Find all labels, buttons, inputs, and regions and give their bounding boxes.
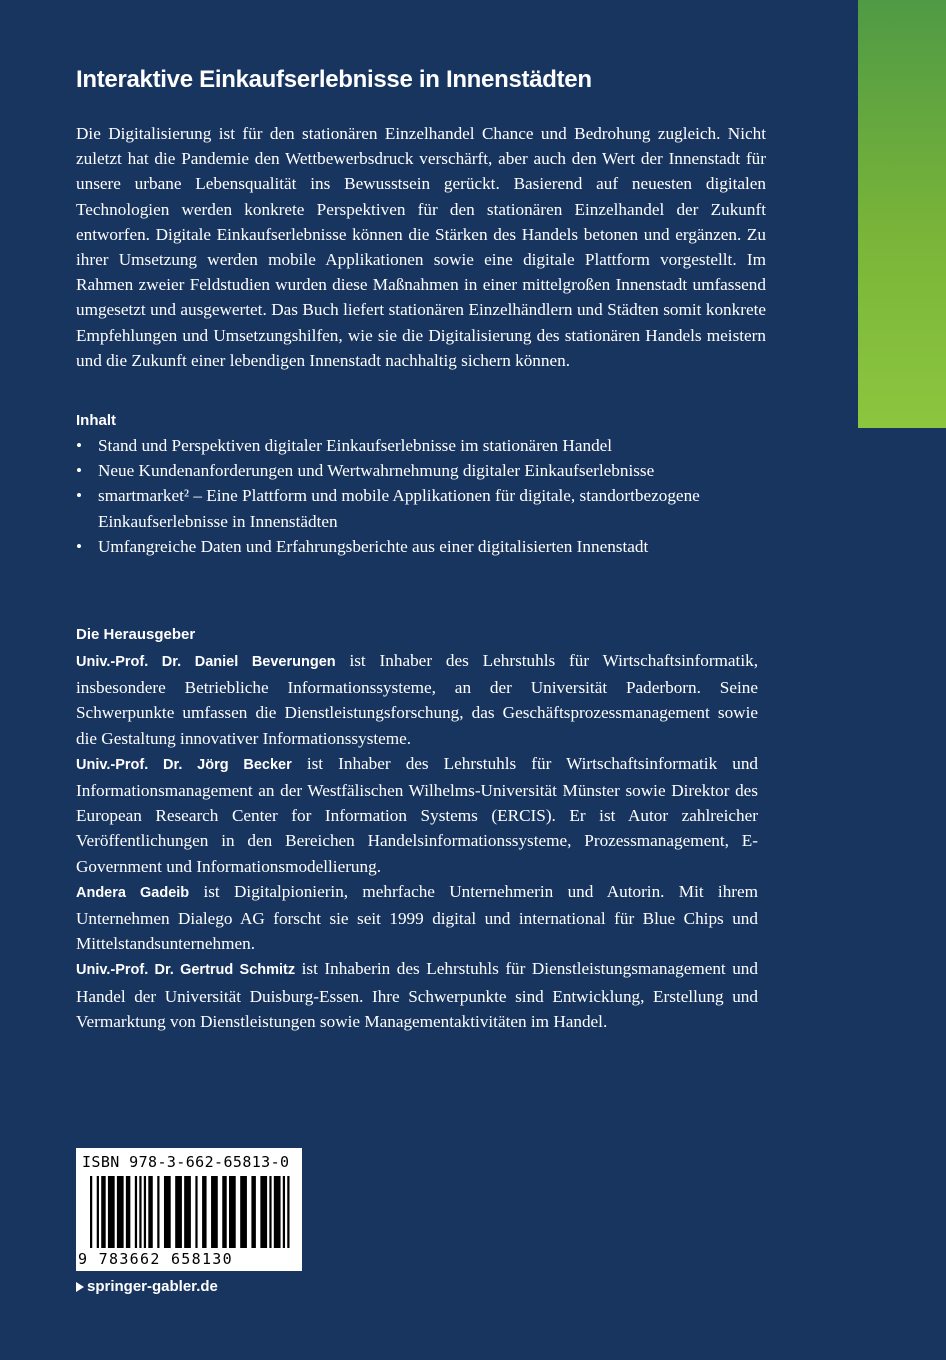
triangle-right-icon: [76, 1282, 84, 1292]
publisher-link[interactable]: [76, 1276, 218, 1298]
list-item: [76, 483, 756, 533]
publisher-url[interactable]: springer-gabler.de: [87, 1278, 218, 1295]
editor-name: Univ.-Prof. Dr. Gertrud Schmitz: [76, 962, 296, 979]
editor-bio-paragraph: [76, 751, 758, 879]
editor-name: Univ.-Prof. Dr. Jörg Becker: [76, 756, 292, 773]
contents-item-text: Neue Kundenanforderungen und Wertwahrnehmung digitaler Einkaufserlebnisse: [98, 461, 655, 481]
intro-paragraph: Die Digitalisierung ist für den stationären Einzelhandel Chance und Bedrohung zugleich. Nicht zuletzt hat die Pandemie den Wettbewerbsdruck verschärft, aber auch den Wert der Innenstadt für unsere urbane Lebensqualität ins Bewusstsein gerückt. Basierend auf neuesten digitalen Technologien werden konkrete Perspektiven für den stationären Einzelhandel der Zukunft entworfen. Digitale Einkaufserlebnisse können die Stärken des Handels betonen und ergänzen. Zu ihrer Umsetzung werden mobile Applikationen sowie eine digitale Plattform vorgestellt. Im Rahmen zweier Feldstudien wurden diese Maßnahmen in einer mittelgroßen Innenstadt umfassend umgesetzt und ausgewertet. Das Buch liefert stationären Einzelhändlern und Städten somit konkrete Empfehlungen und Umsetzungshilfen, wie sie die Digitalisierung des stationären Handels meistern und die Zukunft einer lebendigen Innenstadt nachhaltig sichern können.: [76, 124, 766, 370]
editor-bio-paragraph: [76, 956, 758, 1034]
list-item: [76, 534, 756, 559]
editor-name: Univ.-Prof. Dr. Daniel Beverungen: [76, 654, 336, 670]
barcode-digits: 9 783662 658130: [78, 1250, 233, 1268]
editors-section: [76, 648, 758, 1034]
book-title: Interaktive Einkaufserlebnisse in Innenstädten: [76, 66, 592, 93]
editor-name: Andera Gadeib: [76, 884, 190, 901]
contents-item-text: smartmarket² – Eine Plattform und mobile Applikationen für digitale, standortbezogene Einkaufserlebnisse in Innenstädten: [98, 486, 700, 531]
editor-bio: ist Digitalpionierin, mehrfache Unternehmerin und Autorin. Mit ihrem Unternehmen Dialego AG forscht sie seit 1999 digital und international für Blue Chips und Mittelstandsunternehmen.: [76, 881, 759, 954]
barcode-bars: [80, 1176, 298, 1248]
green-accent-bar: [858, 0, 946, 428]
bullet-icon: •: [76, 536, 83, 556]
bullet-icon: •: [76, 486, 83, 506]
editor-bio: ist Inhaber des Lehrstuhls für Wirtschaftsinformatik und Informationsmanagement an der Westfälischen Wilhelms-Universität Münster sowie Direktor des European Research Center for Information Systems (ERCIS). Er ist Autor zahlreicher Veröffentlichungen in den Bereichen Handelsinformationssysteme, Prozessmanagement, E-Government und Informationsmodellierung.: [76, 753, 759, 876]
bullet-icon: •: [76, 436, 83, 455]
editor-bio: ist Inhaber des Lehrstuhls für Wirtschaftsinformatik, insbesondere Betriebliche Informationssysteme, an der Universität Paderborn. Seine Schwerpunkte umfassen die Dienstleistungsforschung, das Geschäftsprozessmanagement sowie die Gestaltung innovativer Informationssysteme.: [76, 651, 758, 748]
contents-list: [76, 433, 756, 559]
contents-item-text: Umfangreiche Daten und Erfahrungsberichte aus einer digitalisierten Innenstadt: [98, 536, 649, 556]
editors-heading: Die Herausgeber: [76, 626, 196, 643]
isbn-barcode: [76, 1148, 302, 1271]
contents-item-text: Stand und Perspektiven digitaler Einkaufserlebnisse im stationären Handel: [98, 436, 613, 455]
contents-heading: Inhalt: [76, 412, 116, 429]
isbn-label: ISBN 978-3-662-65813-0: [82, 1153, 290, 1171]
list-item: [76, 458, 756, 483]
bullet-icon: •: [76, 461, 83, 481]
editor-bio: ist Inhaberin des Lehrstuhls für Dienstleistungsmanagement und Handel der Universität Duisburg-Essen. Ihre Schwerpunkte sind Entwicklung, Erstellung und Vermarktung von Dienstleistungen sowie Managementaktivitäten im Handel.: [76, 959, 758, 1031]
list-item: [76, 433, 756, 458]
editor-bio-paragraph: [76, 648, 758, 751]
editor-bio-paragraph: [76, 879, 758, 957]
